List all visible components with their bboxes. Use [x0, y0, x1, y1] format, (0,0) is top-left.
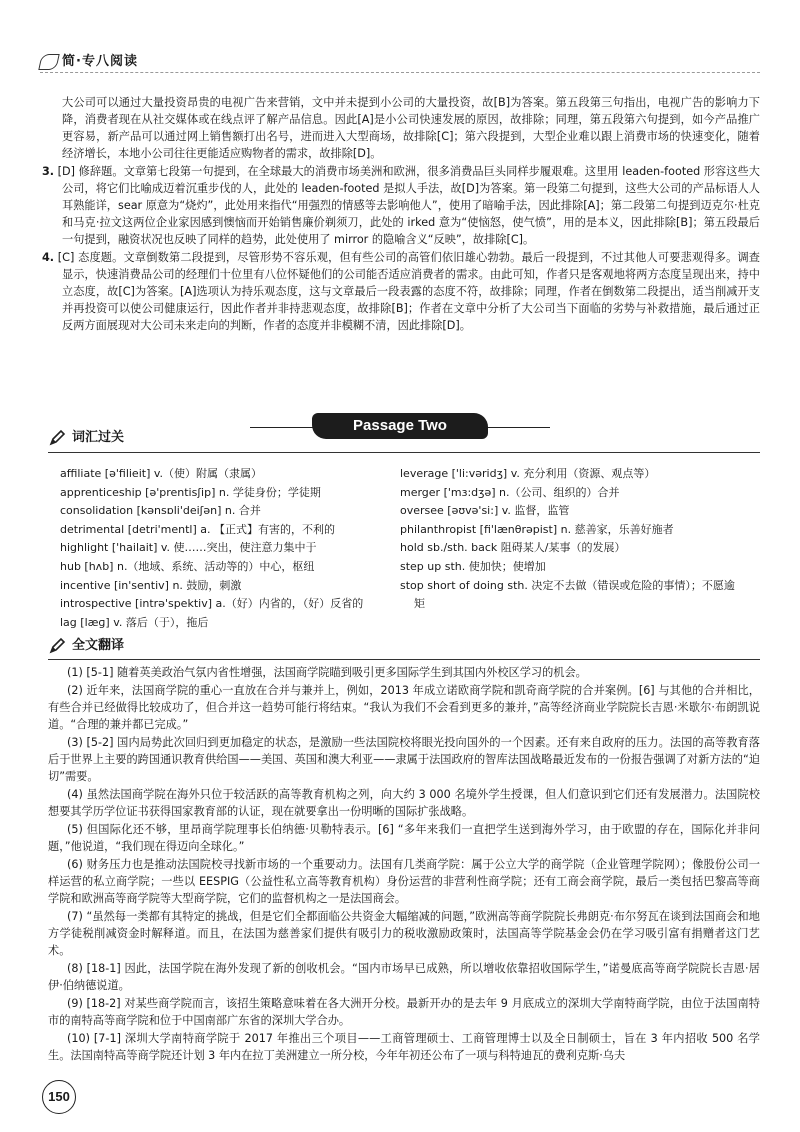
vocab-entry: hub [hʌb] n.（地域、系统、活动等的）中心，枢纽: [60, 559, 315, 573]
vocab-entry: introspective [intrə'spektiv] a.（好）内省的，（好）反省的: [60, 597, 364, 611]
translation-paragraph: (3) [5-2] 国内局势此次回归到更加稳定的状态，是激励一些法国院校将眼光投向国外的一个因素。还有来自政府的压力。法国的高等教育落后于世界上主要的跨国通识教育供给国——美国、英国和澳大利亚——隶属于法国政府的智库法国战略最近发布的一份报告强调了对新方法的“迫切”需要。: [48, 736, 760, 784]
header-divider: [40, 72, 760, 73]
vocab-entry: step up sth. 使加快；使增加: [400, 559, 546, 573]
vocab-entry: affiliate [ə'filieit] v.（使）附属（隶属）: [60, 467, 263, 480]
book-title: 简·专八阅读: [62, 54, 138, 69]
page-number: 150: [42, 1080, 76, 1114]
vocab-entry: highlight ['hailait] v. 使……突出，使注意力集中于: [60, 541, 317, 555]
vocab-column-left: [60, 465, 400, 632]
translation-paragraph: (10) [7-1] 深圳大学南特商学院于 2017 年推出三个项目——工商管理硕士、工商管理博士以及全日制硕士，旨在 3 年内招收 500 名学生。法国南特高等商学院还计划 3 年内在拉丁美洲建立一所分校，今年年初还公布了一项与科特迪瓦的费利克斯·乌夫: [48, 1032, 760, 1063]
translation-paragraph: (4) 虽然法国商学院在海外只位于较活跃的高等教育机构之列，向大约 3 000 名境外学生授课，但人们意识到它们还有发展潜力。法国院校想要其学历学位证书获得国家教育部的认证，现在就要拿出一份明晰的国际扩张战略。: [48, 788, 760, 819]
vocab-entry: lag [læɡ] v. 落后（于），拖后: [60, 615, 209, 629]
translation-heading-label: 全文翻译: [72, 638, 125, 653]
vocab-heading-label: 词汇过关: [72, 430, 125, 445]
item-text: [D] 修辞题。文章第七段第一句提到，在全球最大的消费市场美洲和欧洲，很多消费品巨头同样步履艰难。这里用 leaden-footed 形容这些大公司，将它们比喻成迈着沉重步伐的人，此处的 leaden-footed 是拟人手法，故[D]为答案。第一段第二句提到，这些大公司的产品标语人人耳熟能详，sear 原意为“烧灼”，此处用来指代“用强烈的情感等去影响他人”，使用了暗喻手法，因此排除[A]；第二段第二句提到迈克尔·杜克和马克·拉文这两位企业家因感到懊恼而开始销售廉价剃须刀，此处的 irked 意为“使恼怒，使气愤”，用的是本义，因此排除[B]；第五段最后一句提到，融资状况也反映了同样的趋势，此处使用了 mirror 的隐喻含义“反映”，故排除[C]。: [57, 165, 760, 247]
vocab-entry: oversee [əʊvə'si:] v. 监督，监管: [400, 504, 570, 518]
vocab-entry: detrimental [detri'mentl] a. 【正式】有害的，不利的: [60, 522, 336, 536]
translation-paragraph: (8) [18-1] 因此，法国学院在海外发现了新的创收机会。“国内市场早已成熟，所以增收依靠招收国际学生，”诺曼底高等商学院院长吉恩·居伊·伯纳德说道。: [48, 962, 760, 993]
analysis-paragraph: 大公司可以通过大量投资昂贵的电视广告来营销，文中并未提到小公司的大量投资，故[B]为答案。第五段第三句指出，电视广告的影响力下降，消费者现在从社交媒体或在线点评了解产品信息。因此[A]是小公司快速发展的原因，故排除；同理，第五段第六句提到，如今产品推广更容易，新产品可以通过网上销售额打出名号，进而进入大型商场，故排除[C]；第六段提到，大型企业难以跟上消费市场的快速变化，随着经济增长，本地小公司往往更能适应购物者的需求，故排除[D]。: [62, 96, 760, 161]
translation-paragraph: (6) 财务压力也是推动法国院校寻找新市场的一个重要动力。法国有几类商学院：属于公立大学的商学院（企业管理学院网）；像股份公司一样运营的私立商学院；一些以 EESPIG（公益性私立高等教育机构）身份运营的非营利性商学院；还有工商会商学院，最后一类包括巴黎高等商学院和欧洲高等商学院等大型商学院，它们的监督机构之一是法国商会。: [48, 858, 760, 906]
analysis-item: [42, 163, 760, 248]
vocab-entry: leverage ['li:vəridʒ] v. 充分利用（资源、观点等）: [400, 467, 656, 480]
translation-paragraph: (5) 但国际化还不够，里昂商学院理事长伯纳德·贝勒特表示。[6] “多年来我们一直把学生送到海外学习，由于欧盟的存在，国际化并非问题，”他说道，“我们现在得迈向全球化。”: [48, 823, 760, 854]
item-text: [C] 态度题。文章倒数第二段提到，尽管形势不容乐观，但有些公司的高管们依旧雄心勃勃。最后一段提到，不过其他人可要悲观得多。调查显示，快速消费品公司的经理们十位里有八位怀疑他们的公司能否适应消费者的需求。由此可知，作者只是客观地将两方态度呈现出来，持中立态度，故[C]为答案。[A]选项认为持乐观态度，这与文章最后一段表露的态度不符，故排除；同理，作者在倒数第二段提出，适当削减开支并再投资可以使公司健康运行，因此作者并非持悲观态度，故排除[B]；作者在文章中分析了大公司当下面临的劣势与补救措施，最后通过正反两方面展现对大公司未来走向的判断，作者的态度并非模糊不清，因此排除[D]。: [57, 251, 760, 333]
analysis-item: [42, 249, 760, 334]
translation-paragraph: (2) 近年来，法国商学院的重心一直放在合并与兼并上，例如，2013 年成立诺欧商学院和凯奇商学院的合并案例。[6] 与其他的合并相比，有些合并已经做得比较成功了，但合并这一趋势可能行将结束。“我认为我们不会看到更多的兼并，”高等经济商业学院院长吉恩·米歇尔·布朗凯说道。“合理的兼并都已完成。”: [48, 684, 760, 732]
answer-analysis: [42, 94, 760, 335]
vocab-entry: stop short of doing sth. 决定不去做（错误或危险的事情）；不愿逾矩: [400, 578, 735, 611]
translation-paragraph: (7) “虽然每一类都有其特定的挑战，但是它们全都面临公共资金大幅缩减的问题，”欧洲高等商学院院长弗朗克·布尔努瓦在谈到法国商会和地方学徒税削减资金时解释道。而且，在法国为慈善家们提供有吸引力的税收激励政策时，法国高等学院基金会仍在学习吸引富有捐赠者这门艺术。: [48, 910, 760, 958]
item-number: 3.: [42, 165, 55, 179]
vocab-entry: consolidation [kənsɒli'deiʃən] n. 合并: [60, 504, 261, 518]
translation-paragraph: (1) [5-1] 随着英美政治气氛内省性增强，法国商学院瞄到吸引更多国际学生到其国内外校区学习的机会。: [67, 666, 587, 679]
item-number: 4.: [42, 251, 55, 265]
pencil-icon: [48, 429, 66, 447]
vocab-heading: [48, 428, 124, 448]
translation-paragraph: (9) [18-2] 对某些商学院而言，该招生策略意味着在各大洲开分校。最新开办的是去年 9 月底成立的深圳大学南特商学院，由位于法国南特市的南特高等商学院和位于中国南部广东省的深圳大学合办。: [48, 997, 760, 1028]
leaf-icon: [38, 54, 59, 70]
vocab-entry: philanthropist [fi'lænθrəpist] n. 慈善家，乐善好施者: [400, 522, 674, 536]
passage-title: Passage Two: [312, 413, 488, 439]
full-translation: [48, 664, 760, 1065]
translation-divider: [48, 659, 760, 660]
pencil-icon: [48, 637, 66, 655]
vocab-column-right: [400, 465, 740, 632]
vocab-entry: hold sb./sth. back 阻碍某人/某事（的发展）: [400, 541, 626, 555]
vocab-entry: apprenticeship [ə'prentisʃip] n. 学徒身份；学徒期: [60, 485, 321, 499]
vocab-divider: [48, 452, 760, 453]
vocab-entry: incentive [in'sentiv] n. 鼓励，刺激: [60, 578, 242, 592]
page-header: [40, 52, 138, 72]
vocab-entry: merger ['mɜ:dʒə] n.（公司、组织的）合并: [400, 485, 620, 499]
translation-heading: [48, 636, 124, 656]
vocab-list: [60, 465, 760, 632]
